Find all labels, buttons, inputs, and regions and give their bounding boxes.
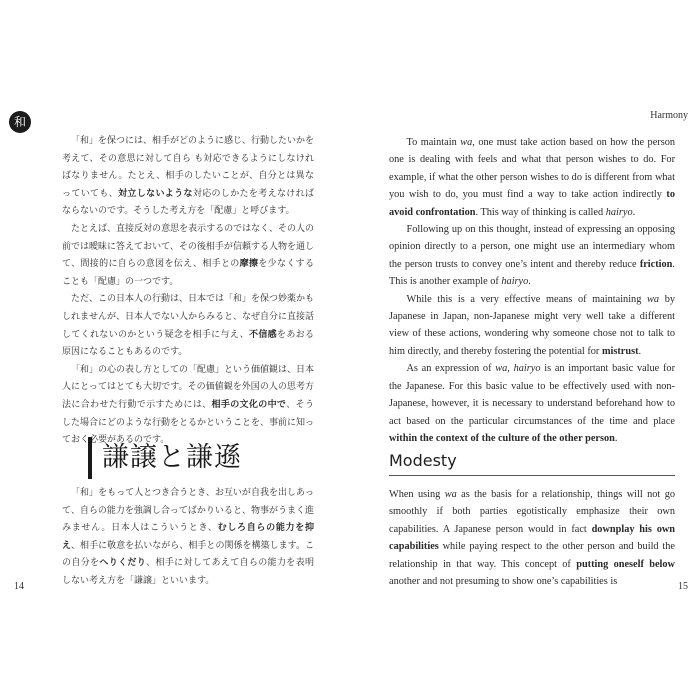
bold-text: 相手の文化の中で [211, 399, 287, 410]
italic-text: hairyo [605, 206, 633, 218]
paragraph [62, 291, 314, 361]
text-run: . [614, 432, 618, 444]
text-run: 「和」を保つには、相手がどのように感じ、行動したいかを考えて、その意思に対して自ら も対応できるようにしなければなりません。たとえ、相手のしたいことが、自分とは異なっていても、 [62, 136, 315, 199]
page-number-right: 15 [678, 581, 688, 592]
text-run: を少なくすることも「配慮」の一つです。 [62, 259, 314, 287]
text-run: another and not presuming to show one’s capabilities is [389, 576, 618, 588]
italic-text: wa [495, 363, 508, 375]
italic-text: hairyo [501, 276, 529, 288]
italic-text: wa [460, 137, 473, 148]
text-run: ただ、この日本人の行動は、日本では「和」を保つ妙薬かもしれませんが、日本人でない人からみると、なぜ自分に直接話してくれないのかという疑念を相手に与え、 [62, 294, 315, 340]
english-text-block-1 [389, 134, 675, 447]
text-run: . This way of thinking is called [475, 206, 606, 218]
text-run: . [632, 206, 636, 218]
paragraph [389, 221, 675, 291]
text-run: , one must take action based on how the person one is dealing with feels and what that person wishes to do. For example, if what the other person wishes to do is different from what you wish to do, you must find a way to take action indirectly [389, 137, 676, 201]
bold-text: 摩擦 [239, 259, 259, 270]
text-run: . [638, 345, 642, 357]
japanese-text-block-1 [62, 133, 314, 450]
italic-text: wa [444, 489, 457, 500]
text-run: 対応のしかたを考えなければならないのです。そうした考え方を「配慮」と呼びます。 [62, 188, 314, 217]
bold-text: downplay his own capabilities [389, 523, 675, 553]
paragraph [389, 291, 675, 361]
bold-text: within the context of the culture of the other person [389, 432, 615, 444]
japanese-text-block-2 [62, 485, 314, 591]
bold-text: putting oneself below [576, 558, 675, 570]
bold-text: へりくだり [99, 558, 147, 569]
bold-text: friction [639, 258, 673, 270]
english-text-block-2 [389, 486, 675, 590]
paragraph [389, 486, 675, 590]
text-run: by Japanese in Japan, non-Japanese might very well take a different view of these actions, wondering why someone chose not to talk to him directly, and thereby fostering the potential for [389, 293, 675, 357]
bold-text: 不信感 [249, 329, 278, 340]
japanese-section-heading: 謙譲と謙遜 [88, 437, 242, 479]
bold-text: むしろ自らの能力を抑え [62, 523, 314, 551]
text-run: . This is another example of [389, 258, 675, 288]
bold-text: 対立しないような [118, 188, 193, 199]
paragraph [62, 133, 314, 221]
text-run: をあおる原因になることもあるのです。 [62, 329, 314, 358]
text-run: When using [389, 489, 445, 500]
text-run: 「和」の心の表し方としての「配慮」という価値観は、日本人にとってはとても大切です。その価値観を外国の人の思考方法に合わせた行動で示すためには、 [62, 364, 315, 410]
text-run: as the basis for a relationship, things will not go smoothly if both parties egotistically emphasize their own capabilities. A Japanese person would in fact [389, 489, 675, 535]
text-run: 、そうした場合にどのような行動をとるかということを、事前に知っておく必要があるのです。 [62, 399, 315, 446]
text-run: 、相手に敬意を払いながら、相手との関係を構築します。この自分を [62, 540, 314, 569]
paragraph [62, 221, 314, 291]
text-run: . [528, 276, 531, 288]
english-section-heading: Modesty [389, 451, 675, 476]
right-page [350, 0, 700, 700]
bold-text: mistrust [601, 345, 639, 357]
text-run: 「和」をもって人とつき合うとき、お互いが自我を出しあって、自らの能力を強調し合ってばかりいると、物事がうまく進みません。日本人はこういうとき、 [62, 488, 314, 534]
text-run: To maintain [406, 137, 461, 148]
text-run: while paying respect to the other person and build the relationship in that way. This concept of [389, 541, 675, 570]
italic-text: wa [647, 293, 660, 305]
bold-text: to avoid confrontation [389, 189, 675, 218]
running-head: Harmony [650, 110, 688, 121]
paragraph [62, 485, 314, 591]
text-run: As an expression of [406, 363, 496, 375]
paragraph [389, 360, 675, 447]
text-run: Following up on this thought, instead of expressing an opposing opinion directly to a person, one might use an intermediary whom the person trusts to convey one’s intent and thereby reduce [389, 224, 675, 270]
text-run: While this is a very effective means of maintaining [406, 293, 648, 305]
text-run: , [507, 363, 514, 375]
italic-text: hairyo [513, 363, 541, 375]
text-run: is an important basic value for the Japanese. For this basic value to be effectively used with non-Japanese, however, it is necessary to understand beforehand how to act based on the particular circumstances of the time and place [389, 363, 676, 427]
chapter-mark: 和 [9, 111, 31, 133]
paragraph [389, 134, 675, 221]
page-number-left: 14 [14, 581, 24, 592]
text-run: たとえば、直接反対の意思を表示するのではなく、その人の前では曖昧に答えておいて、その後相手が信頼する人物を通して、間接的に自らの意図を伝え、相手との [62, 223, 314, 270]
text-run: 、相手に対してあえて自らの能力を表明しない考え方を「謙譲」といいます。 [62, 558, 314, 586]
